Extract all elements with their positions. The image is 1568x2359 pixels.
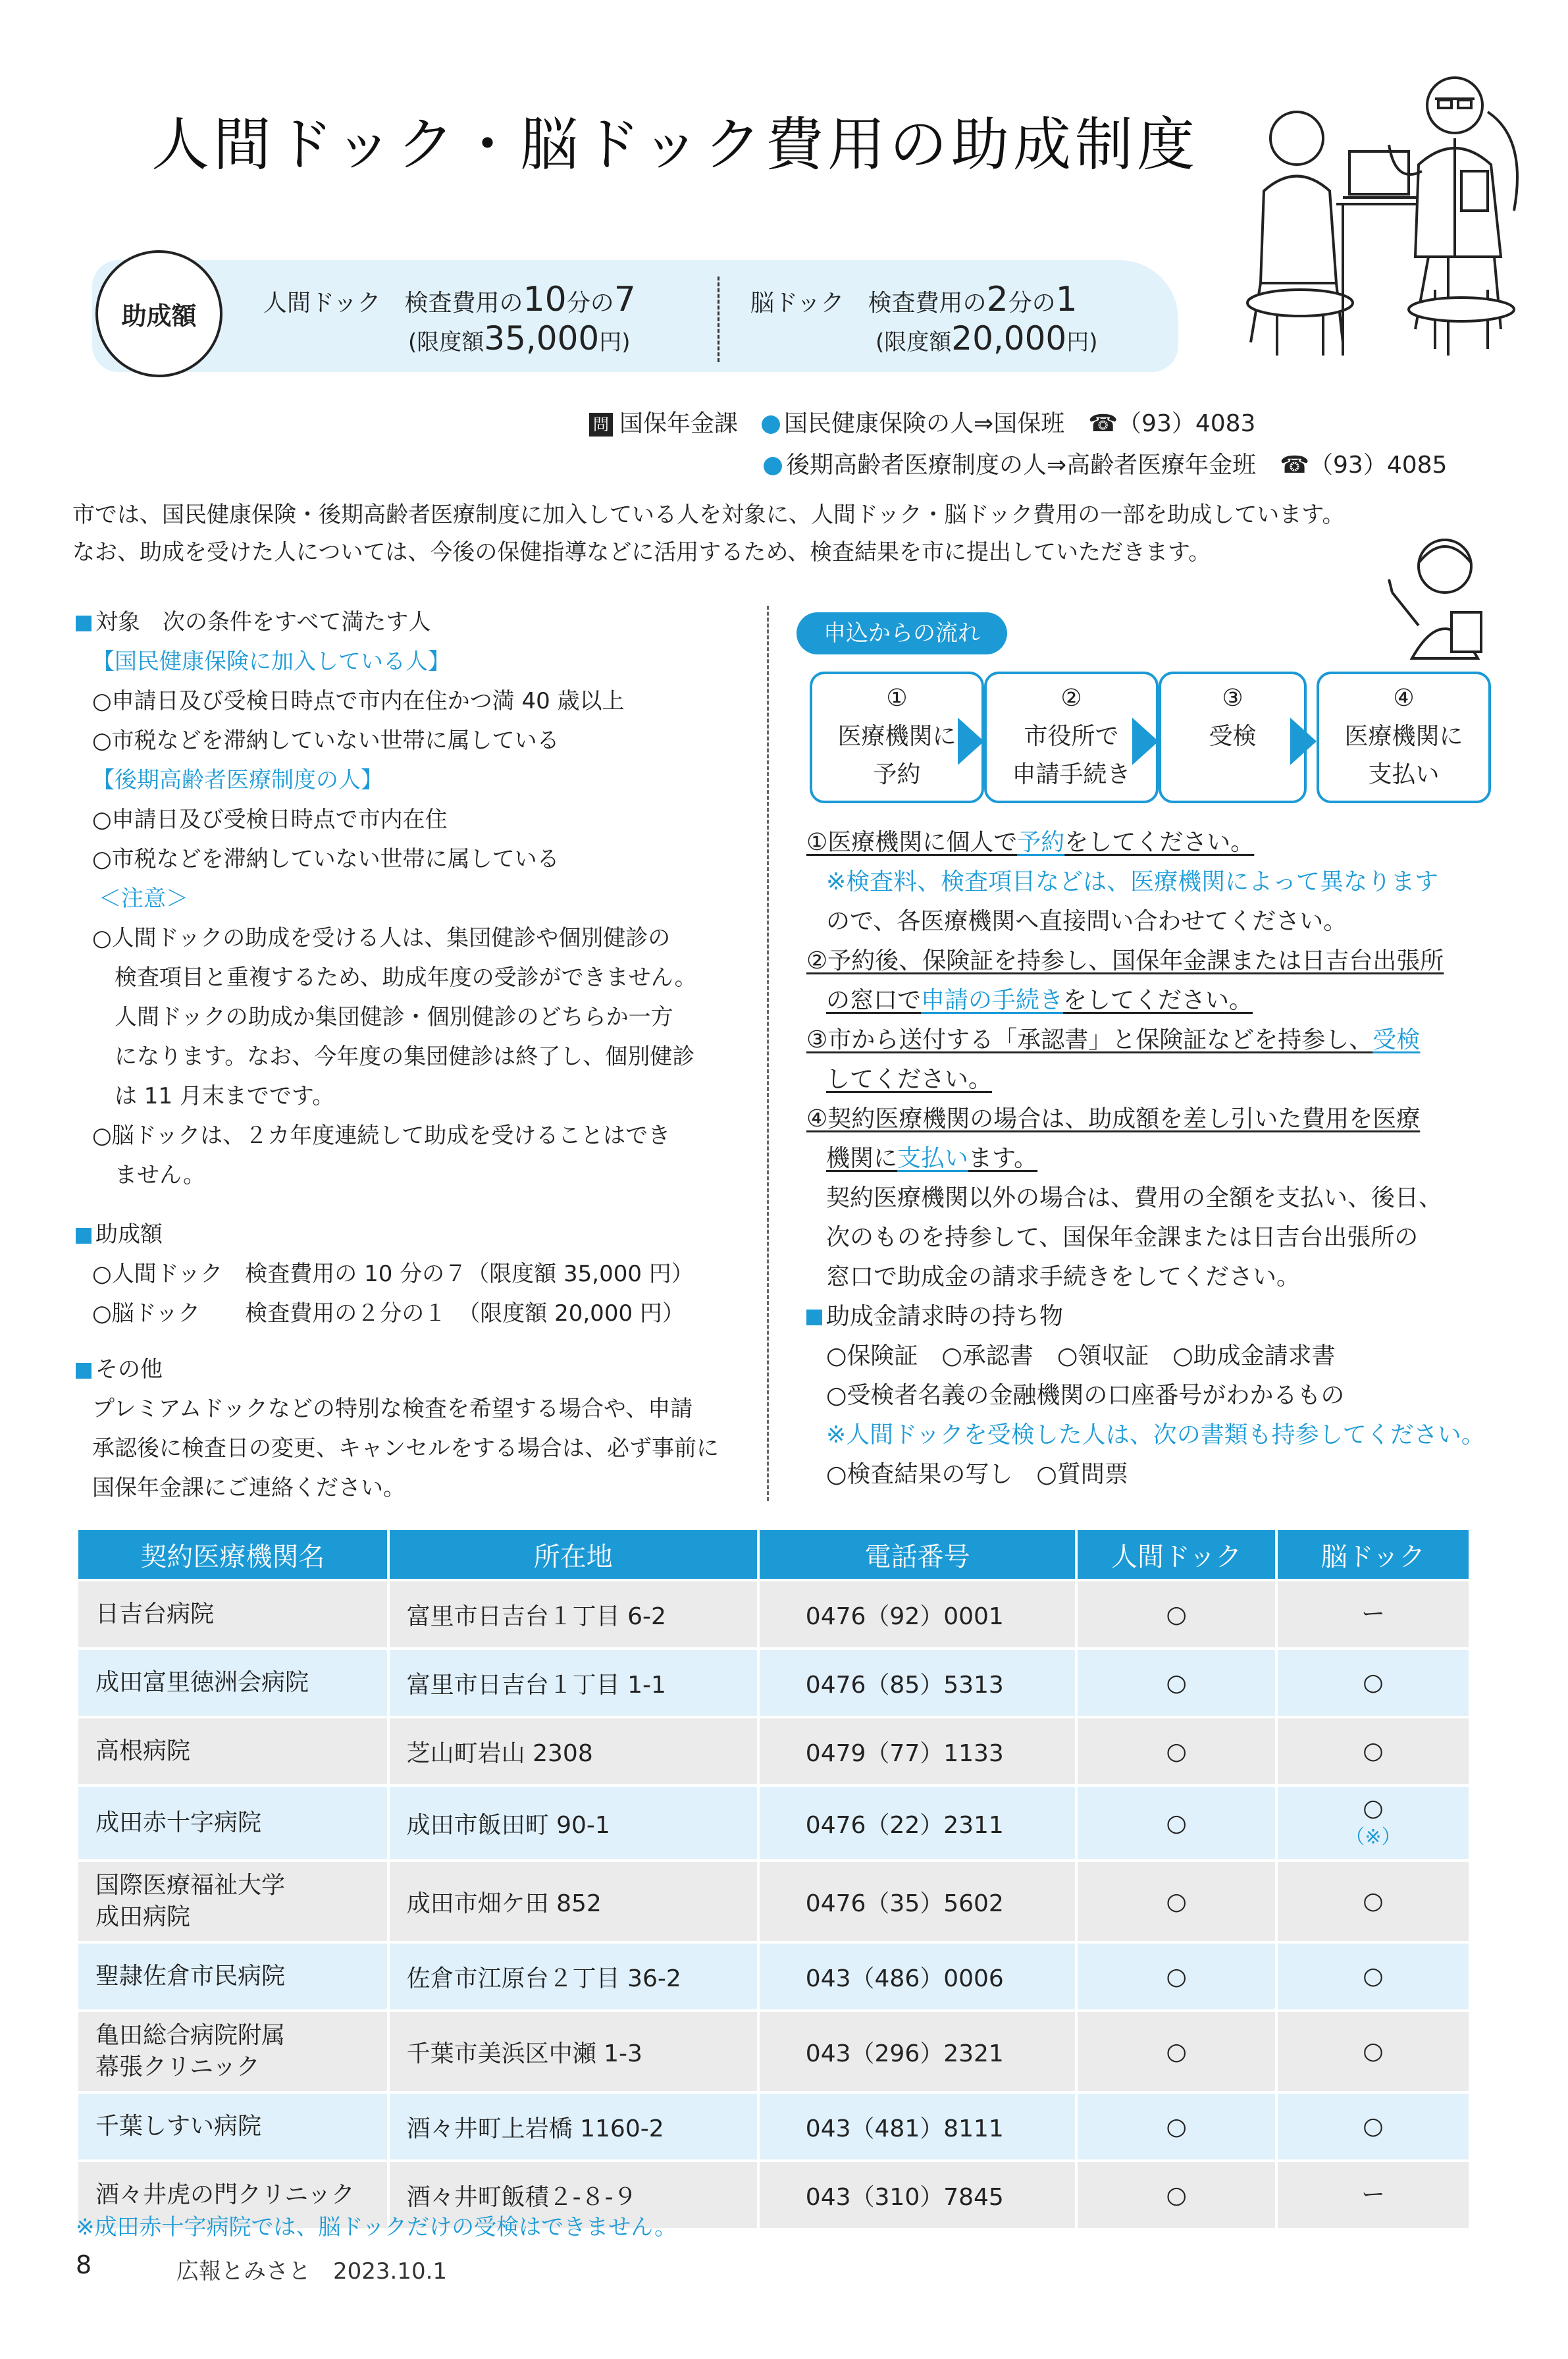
nou-mark: ○ [1363,1888,1384,1915]
caution-line: になります。なお、今年度の集団健診は終了し、個別健診 [92,1044,695,1070]
caution-heading: ＜注意＞ [99,886,188,912]
cell-tel: 0476（85）5313 [758,1649,1077,1717]
caution-line: ○脳ドックは、２カ年度連続して助成を受けることはでき [92,1123,671,1149]
staff-woman-illustration [1372,527,1504,678]
square-bullet-icon [806,1310,822,1325]
flow-arrow-icon [1290,718,1317,765]
step1-text: ①医療機関に個人で予約をしてください。 [806,829,1255,856]
table-row [77,1861,1470,1942]
col-header-tel: 電話番号 [758,1529,1077,1580]
flow-step-2: ② 市役所で 申請手続き [984,672,1159,803]
kouki-item: ○申請日及び受検日時点で市内在住 [92,807,448,833]
nou-mark: ○ [1363,1795,1384,1822]
cell-name [77,1717,388,1786]
items-heading: 助成金請求時の持ち物 [806,1297,1063,1337]
column-divider [767,606,769,1501]
kokuho-item: ○市税などを滞納していない世帯に属している [92,728,560,754]
intro-line-1: 市では、国民健康保険・後期高齢者医療制度に加入している人を対象に、人間ドック・脳ドック費用の一部を助成しています。 [72,502,1345,528]
square-bullet-icon [76,616,91,631]
table-row [77,2092,1470,2161]
step1-note: ※検査料、検査項目などは、医療機関によって異なります [826,868,1439,895]
step4-text: 機関に支払います。 [826,1145,1038,1172]
caution-line: 人間ドックの助成か集団健診・個別健診のどちらか一方 [92,1004,673,1030]
hospital-table [76,1527,1471,2231]
amount-item: ○人間ドック 検査費用の 10 分の７（限度額 35,000 円） [92,1261,694,1287]
hospital-name: 千葉しすい病院 [95,2113,262,2140]
payment-link[interactable]: 支払い [897,1145,969,1172]
step1-note: ので、各医療機関へ直接問い合わせてください。 [826,908,1347,935]
table-footnote: ※成田赤十字病院では、脳ドックだけの受検はできません。 [76,2214,677,2240]
cell-nou [1276,1649,1470,1717]
cell-nou [1276,2011,1470,2092]
cell-tel: 043（486）0006 [758,1942,1077,2011]
caution-line: ません。 [92,1162,206,1188]
amount-heading: 助成額 [76,1215,163,1254]
hospital-name: 国際医療福祉大学 [95,1872,286,1899]
step4-text: ④契約医療機関の場合は、助成額を差し引いた費用を医療 [806,1105,1421,1132]
hospital-name: 高根病院 [95,1737,191,1764]
cell-address: 芝山町岩山 2308 [388,1717,758,1786]
cell-ningen: ○ [1076,2011,1276,2092]
cell-nou [1276,2161,1470,2229]
page-title: 人間ドック・脳ドック費用の助成制度 [151,111,1199,178]
col-header-ningen: 人間ドック [1076,1529,1276,1580]
cell-ningen: ○ [1076,1580,1276,1649]
kokuho-item: ○申請日及び受検日時点で市内在住かつ満 40 歳以上 [92,688,625,714]
cell-name [77,1786,388,1861]
hospital-name: 亀田総合病院附属 [95,2022,286,2049]
cell-ningen: ○ [1076,1861,1276,1942]
col-header-nou: 脳ドック [1276,1529,1470,1580]
hospital-name: 酒々井虎の門クリニック [95,2181,355,2208]
cell-tel: 043（481）8111 [758,2092,1077,2161]
flow-arrow-icon [1132,718,1159,765]
doctor-consultation-illustration [1238,40,1540,369]
cell-name [77,2092,388,2161]
caution-line: は 11 月末までです。 [92,1083,335,1109]
banner-nou-limit: (限度額20,000円) [875,319,1098,358]
hospital-name: 成田富里徳洲会病院 [95,1669,309,1696]
cell-ningen: ○ [1076,1786,1276,1861]
application-link[interactable]: 申請の手続き [921,987,1064,1014]
other-line: プレミアムドックなどの特別な検査を希望する場合や、申請 [92,1396,693,1422]
kokuho-heading: 【国民健康保険に加入している人】 [92,649,450,675]
items-line: ○検査結果の写し ○質問票 [826,1461,1128,1488]
nou-mark: ー [1361,2181,1385,2208]
cell-tel: 043（296）2321 [758,2011,1077,2092]
square-bullet-icon [76,1363,91,1379]
cell-tel: 0476（35）5602 [758,1861,1077,1942]
nou-mark: ー [1361,1601,1385,1628]
other-line: 承認後に検査日の変更、キャンセルをする場合は、必ず事前に [92,1435,719,1462]
cell-nou [1276,1942,1470,2011]
cell-tel: 043（310）7845 [758,2161,1077,2229]
table-row [77,1786,1470,1861]
cell-nou [1276,1861,1470,1942]
cell-ningen: ○ [1076,1717,1276,1786]
hospital-name: 成田赤十字病院 [95,1809,262,1836]
flow-arrow-icon [958,718,984,765]
table-row [77,2011,1470,2092]
cell-name [77,1649,388,1717]
publication-info: 広報とみさと 2023.10.1 [176,2258,448,2285]
other-line: 国保年金課にご連絡ください。 [92,1475,405,1501]
banner-ningen-limit: (限度額35,000円) [408,319,631,358]
hospital-name: 幕張クリニック [95,2054,260,2081]
flow-label: 申込からの流れ [797,612,1007,654]
flow-step-4: ④ 医療機関に 支払い [1317,672,1491,803]
cell-name [77,1861,388,1942]
step2-text: ②予約後、保険証を持参し、国保年金課または日吉台出張所 [806,947,1444,974]
contact-line-1: 問 国保年金課 国民健康保険の人⇒国保班 ☎（93）4083 [589,405,1255,438]
step4-para: 窓口で助成金の請求手続きをしてください。 [826,1263,1301,1290]
cell-address: 酒々井町飯積２-８-９ [388,2161,758,2229]
cell-ningen: ○ [1076,1649,1276,1717]
cell-nou [1276,1580,1470,1649]
kouki-heading: 【後期高齢者医療制度の人】 [92,767,383,793]
target-heading: 対象 次の条件をすべて満たす人 [76,602,431,642]
step3-text: してください。 [826,1066,993,1093]
cell-address: 成田市飯田町 90-1 [388,1786,758,1861]
bullet-icon [762,415,780,434]
cell-address: 佐倉市江原台２丁目 36-2 [388,1942,758,2011]
bullet-icon [764,457,782,475]
flow-step-3: ③ 受検 [1159,672,1307,803]
cell-name [77,1942,388,2011]
subsidy-badge: 助成額 [95,250,222,377]
cell-address: 富里市日吉台１丁目 6-2 [388,1580,758,1649]
items-note: ※人間ドックを受検した人は、次の書類も持参してください。 [826,1421,1485,1448]
cell-tel: 0476（22）2311 [758,1786,1077,1861]
cell-tel: 0479（77）1133 [758,1717,1077,1786]
nou-mark: ○ [1363,2113,1384,2140]
nou-mark: ○ [1363,1737,1384,1764]
page-number: 8 [76,2250,92,2279]
reserve-link[interactable]: 予約 [1017,829,1065,856]
col-header-name: 契約医療機関名 [77,1529,388,1580]
nou-mark: ○ [1363,1963,1384,1990]
table-row [77,1942,1470,2011]
step4-para: 契約医療機関以外の場合は、費用の全額を支払い、後日、 [826,1184,1443,1211]
cell-ningen: ○ [1076,1942,1276,2011]
table-row [77,1717,1470,1786]
nou-note: （※） [1345,1826,1401,1849]
cell-address: 成田市畑ケ田 852 [388,1861,758,1942]
cell-nou [1276,2092,1470,2161]
kouki-item: ○市税などを滞納していない世帯に属している [92,846,560,872]
inquiry-icon: 問 [589,413,613,437]
items-line: ○受検者名義の金融機関の口座番号がわかるもの [826,1382,1345,1409]
banner-nou-rate: 脳ドック 検査費用の2分の1 [750,280,1078,319]
cell-ningen: ○ [1076,2092,1276,2161]
intro-line-2: なお、助成を受けた人については、今後の保健指導などに活用するため、検査結果を市に提出していただきます。 [72,539,1211,566]
banner-ningen-rate: 人間ドック 検査費用の10分の7 [263,280,636,319]
step3-text: ③市から送付する「承認書」と保険証などを持参し、受検 [806,1026,1421,1053]
cell-nou [1276,1786,1470,1861]
cell-nou [1276,1717,1470,1786]
items-line: ○保険証 ○承認書 ○領収証 ○助成金請求書 [826,1342,1336,1369]
caution-line: ○人間ドックの助成を受ける人は、集団健診や個別健診の [92,925,671,951]
nou-mark: ○ [1363,1669,1384,1696]
cell-address: 酒々井町上岩橋 1160-2 [388,2092,758,2161]
step2-text: の窓口で申請の手続きをしてください。 [826,987,1253,1014]
square-bullet-icon [76,1228,91,1244]
amount-item: ○脳ドック 検査費用の２分の１ （限度額 20,000 円） [92,1300,685,1327]
caution-line: 検査項目と重複するため、助成年度の受診ができません。 [92,965,697,991]
banner-divider [718,277,719,362]
cell-name [77,1580,388,1649]
flow-step-1: ① 医療機関に 予約 [810,672,984,803]
cell-name [77,2011,388,2092]
nou-mark: ○ [1363,2038,1384,2065]
hospital-name: 聖隷佐倉市民病院 [95,1963,286,1990]
cell-address: 千葉市美浜区中瀬 1-3 [388,2011,758,2092]
cell-ningen: ○ [1076,2161,1276,2229]
table-row [77,1649,1470,1717]
table-header-row [77,1529,1470,1580]
hospital-name: 日吉台病院 [95,1601,215,1628]
hospital-name: 成田病院 [95,1903,191,1930]
exam-link[interactable]: 受検 [1372,1026,1421,1053]
step4-para: 次のものを持参して、国保年金課または日吉台出張所の [826,1224,1419,1251]
table-row [77,1580,1470,1649]
other-heading: その他 [76,1350,163,1389]
col-header-address: 所在地 [388,1529,758,1580]
cell-address: 富里市日吉台１丁目 1-1 [388,1649,758,1717]
contact-line-2: 後期高齢者医療制度の人⇒高齢者医療年金班 ☎（93）4085 [764,446,1447,480]
cell-tel: 0476（92）0001 [758,1580,1077,1649]
